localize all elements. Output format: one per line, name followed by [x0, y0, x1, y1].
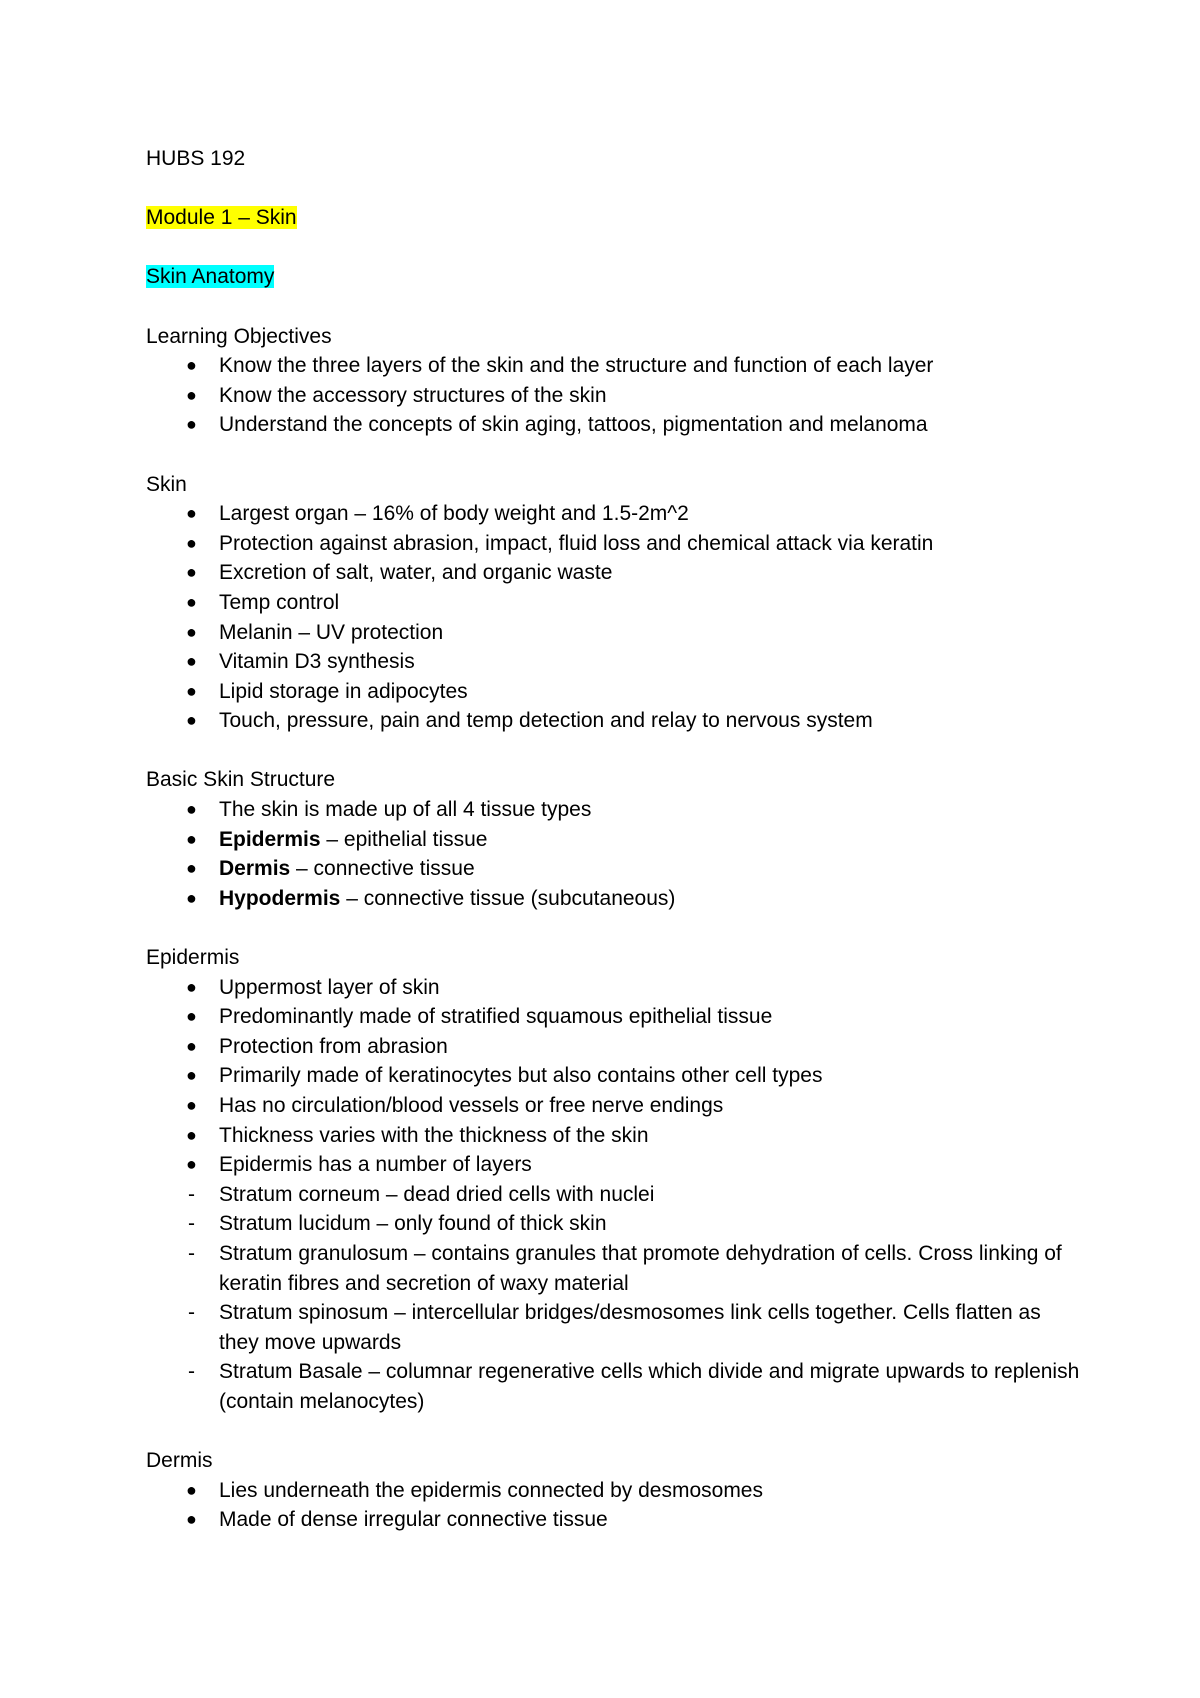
layer-term: Hypodermis [219, 886, 341, 910]
layer-desc: – connective tissue (subcutaneous) [340, 886, 676, 910]
dermis-list [146, 1476, 1086, 1535]
bullet-icon: ● [186, 562, 197, 583]
bullet-icon: ● [186, 1124, 197, 1145]
list-item: ● Excretion of salt, water, and organic waste [146, 558, 1086, 588]
spacer [146, 292, 1086, 322]
dash-icon: - [188, 1212, 195, 1236]
bullet-icon: ● [186, 1095, 197, 1115]
bullet-icon: ● [186, 414, 197, 435]
bullet-icon: ● [186, 1006, 197, 1027]
dash-icon: - [188, 1301, 195, 1325]
learning-objectives-list [146, 351, 1086, 440]
bullet-icon: ● [186, 1035, 197, 1056]
bullet-icon: ● [186, 621, 197, 642]
bullet-icon: ● [186, 503, 197, 524]
bullet-icon: ● [186, 799, 197, 820]
basic-structure-list [146, 795, 1086, 913]
list-item: ● Lipid storage in adipocytes [146, 677, 1086, 707]
epidermis-heading: Epidermis [146, 946, 240, 970]
list-item: ● Predominantly made of stratified squamous epithelial tissue [146, 1002, 1086, 1032]
bullet-icon: ● [186, 355, 197, 376]
list-item [146, 854, 1086, 884]
list-item: ● Protection from abrasion [146, 1032, 1086, 1062]
bullet-icon: ● [186, 532, 197, 553]
bullet-icon: ● [186, 384, 197, 405]
list-item: ● Uppermost layer of skin [146, 973, 1086, 1003]
bullet-icon: ● [186, 1065, 197, 1086]
dash-icon: - [188, 1182, 195, 1206]
bullet-icon: ● [186, 858, 197, 879]
basic-structure-heading: Basic Skin Structure [146, 768, 336, 792]
bullet-icon: ● [186, 591, 197, 612]
list-item: ● Protection against abrasion, impact, fluid loss and chemical attack via keratin [146, 529, 1086, 559]
list-item: - Stratum lucidum – only found of thick skin [146, 1209, 1086, 1239]
list-item: ● Largest organ – 16% of body weight and 1.5-2m^2 [146, 499, 1086, 529]
bullet-icon: ● [186, 1154, 197, 1175]
dash-icon: - [188, 1360, 195, 1384]
layer-term: Dermis [219, 857, 291, 881]
module-title-text: Module 1 – Skin [146, 206, 297, 230]
section-title [146, 262, 1086, 292]
list-item: ● Vitamin D3 synthesis [146, 647, 1086, 677]
list-item: ● Has no circulation/blood vessels or free nerve endings [146, 1091, 1086, 1121]
list-item: ● Lies underneath the epidermis connected by desmosomes [146, 1476, 1086, 1506]
spacer [146, 1417, 1086, 1447]
list-item: ● Know the three layers of the skin and the structure and function of each layer [146, 351, 1086, 381]
list-item [146, 825, 1086, 855]
spacer [146, 736, 1086, 766]
bullet-icon: ● [186, 710, 197, 731]
section-title-text: Skin Anatomy [146, 265, 275, 289]
list-item: - Stratum spinosum – intercellular bridges/desmosomes link cells together. Cells flatten as they move upwards [146, 1298, 1086, 1357]
dash-icon: - [188, 1241, 195, 1265]
list-item: - Stratum Basale – columnar regenerative cells which divide and migrate upwards to replenish (contain melanocytes) [146, 1357, 1086, 1416]
bullet-icon: ● [186, 976, 197, 997]
list-item: ● Touch, pressure, pain and temp detection and relay to nervous system [146, 706, 1086, 736]
epidermis-list [146, 973, 1086, 1417]
bullet-icon: ● [186, 651, 197, 672]
learning-objectives-heading: Learning Objectives [146, 324, 332, 348]
skin-list [146, 499, 1086, 736]
bullet-icon: ● [186, 828, 197, 849]
list-item: ● Primarily made of keratinocytes but also contains other cell types [146, 1061, 1086, 1091]
list-item: ● Know the accessory structures of the skin [146, 381, 1086, 411]
list-item: ● Thickness varies with the thickness of the skin [146, 1121, 1086, 1151]
dermis-heading: Dermis [146, 1449, 213, 1473]
spacer [146, 233, 1086, 263]
list-item: ● The skin is made up of all 4 tissue types [146, 795, 1086, 825]
bullet-icon: ● [186, 680, 197, 701]
list-item: ● Made of dense irregular connective tissue [146, 1505, 1086, 1535]
list-item [146, 884, 1086, 914]
spacer [146, 174, 1086, 204]
bullet-icon: ● [186, 887, 197, 908]
list-item: ● Understand the concepts of skin aging, tattoos, pigmentation and melanoma [146, 410, 1086, 440]
layer-desc: – epithelial tissue [320, 827, 488, 851]
list-item: ● Temp control [146, 588, 1086, 618]
module-title [146, 203, 1086, 233]
skin-heading: Skin [146, 472, 187, 496]
spacer [146, 913, 1086, 943]
list-item: ● Epidermis has a number of layers [146, 1150, 1086, 1180]
bullet-icon: ● [186, 1509, 197, 1530]
list-item: - Stratum corneum – dead dried cells with nuclei [146, 1180, 1086, 1210]
layer-desc: – connective tissue [290, 857, 475, 881]
document-page [146, 144, 1086, 1535]
layer-term: Epidermis [219, 827, 321, 851]
spacer [146, 440, 1086, 470]
list-item: - Stratum granulosum – contains granules that promote dehydration of cells. Cross linking of keratin fibres and secretion of waxy material [146, 1239, 1086, 1298]
bullet-icon: ● [186, 1479, 197, 1500]
course-code-text: HUBS 192 [146, 147, 246, 170]
course-code [146, 144, 1086, 174]
list-item: ● Melanin – UV protection [146, 618, 1086, 648]
